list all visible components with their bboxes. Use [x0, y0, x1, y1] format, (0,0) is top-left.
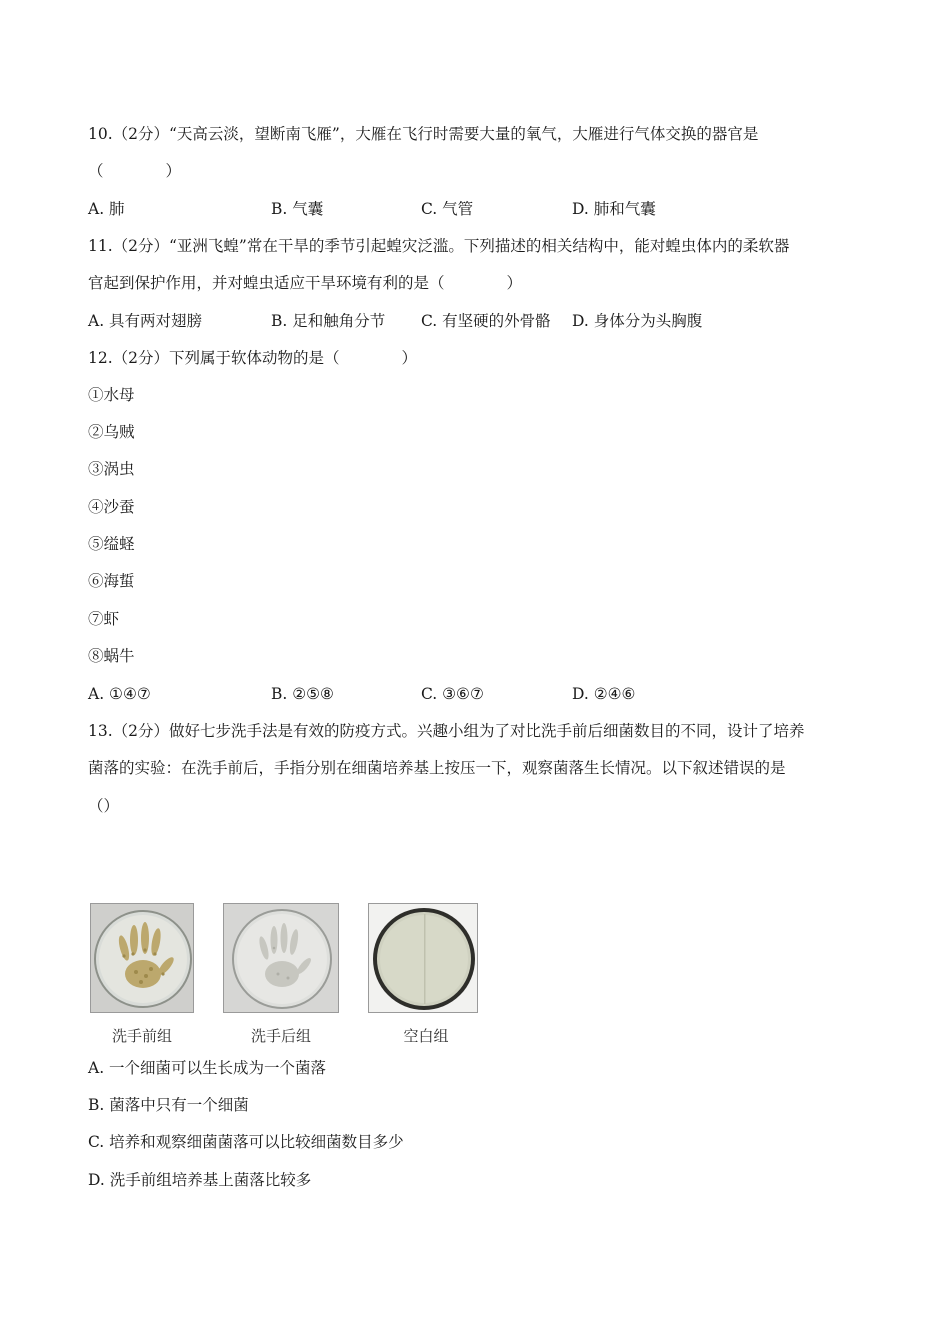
q13-stem-line3: （） [88, 797, 120, 815]
q11-stem-line1: 11.（2分）“亚洲飞蝗”常在干旱的季节引起蝗灾泛滥。下列描述的相关结构中，能对蝗虫体内的柔软器 [88, 237, 790, 255]
q12-item-7: ⑦虾 [88, 610, 120, 628]
petri-dish-before-wash [90, 903, 194, 1013]
q12-item-3: ③涡虫 [88, 460, 135, 478]
petri-dish-after-wash [223, 903, 339, 1013]
caption-before-wash: 洗手前组 [111, 1027, 172, 1045]
q11-option-d: D. 身体分为头胸腹 [572, 312, 703, 330]
q13-option-c: C. 培养和观察细菌菌落可以比较细菌数目多少 [88, 1133, 404, 1151]
q13-stem-line1: 13.（2分）做好七步洗手法是有效的防疫方式。兴趣小组为了对比洗手前后细菌数目的不同，设计了培养 [88, 722, 805, 740]
q10-option-b: B. 气囊 [271, 200, 324, 218]
q10-option-d: D. 肺和气囊 [572, 200, 656, 218]
caption-blank: 空白组 [403, 1027, 449, 1045]
q13-option-d: D. 洗手前组培养基上菌落比较多 [88, 1171, 312, 1189]
q11-option-c: C. 有坚硬的外骨骼 [421, 312, 551, 330]
caption-after-wash: 洗手后组 [250, 1027, 311, 1045]
petri-dish-before-wash-image [91, 904, 194, 1013]
q12-item-8: ⑧蜗牛 [88, 647, 135, 665]
q13-option-a: A. 一个细菌可以生长成为一个菌落 [88, 1059, 327, 1077]
q13-stem-line2: 菌落的实验：在洗手前后，手指分别在细菌培养基上按压一下，观察菌落生长情况。以下叙述错误的是 [88, 759, 786, 777]
q11-stem-line2: 官起到保护作用，并对蝗虫适应干旱环境有利的是（ ） [88, 274, 523, 292]
q13-option-b: B. 菌落中只有一个细菌 [88, 1096, 249, 1114]
q10-stem-line2: （ ） [88, 162, 182, 180]
q12-item-4: ④沙蚕 [88, 498, 135, 516]
petri-dish-after-wash-image [224, 904, 339, 1013]
q12-item-5: ⑤缢蛏 [88, 535, 135, 553]
q10-stem-line1: 10.（2分）“天高云淡，望断南飞雁”，大雁在飞行时需要大量的氧气，大雁进行气体交换的器官是 [88, 125, 759, 143]
q12-stem: 12.（2分）下列属于软体动物的是（ ） [88, 349, 418, 367]
q10-option-a: A. 肺 [88, 200, 125, 218]
q11-option-b: B. 足和触角分节 [271, 312, 386, 330]
q12-item-1: ①水母 [88, 386, 135, 404]
petri-dish-blank-image [369, 904, 478, 1013]
q12-item-2: ②乌贼 [88, 423, 135, 441]
q12-item-6: ⑥海蜇 [88, 572, 135, 590]
q11-option-a: A. 具有两对翅膀 [88, 312, 203, 330]
q10-option-c: C. 气管 [421, 200, 474, 218]
q12-option-c: C. ③⑥⑦ [421, 685, 484, 703]
q12-option-d: D. ②④⑥ [572, 685, 636, 703]
q12-option-a: A. ①④⑦ [88, 685, 151, 703]
q12-option-b: B. ②⑤⑧ [271, 685, 334, 703]
petri-dish-blank [368, 903, 478, 1013]
